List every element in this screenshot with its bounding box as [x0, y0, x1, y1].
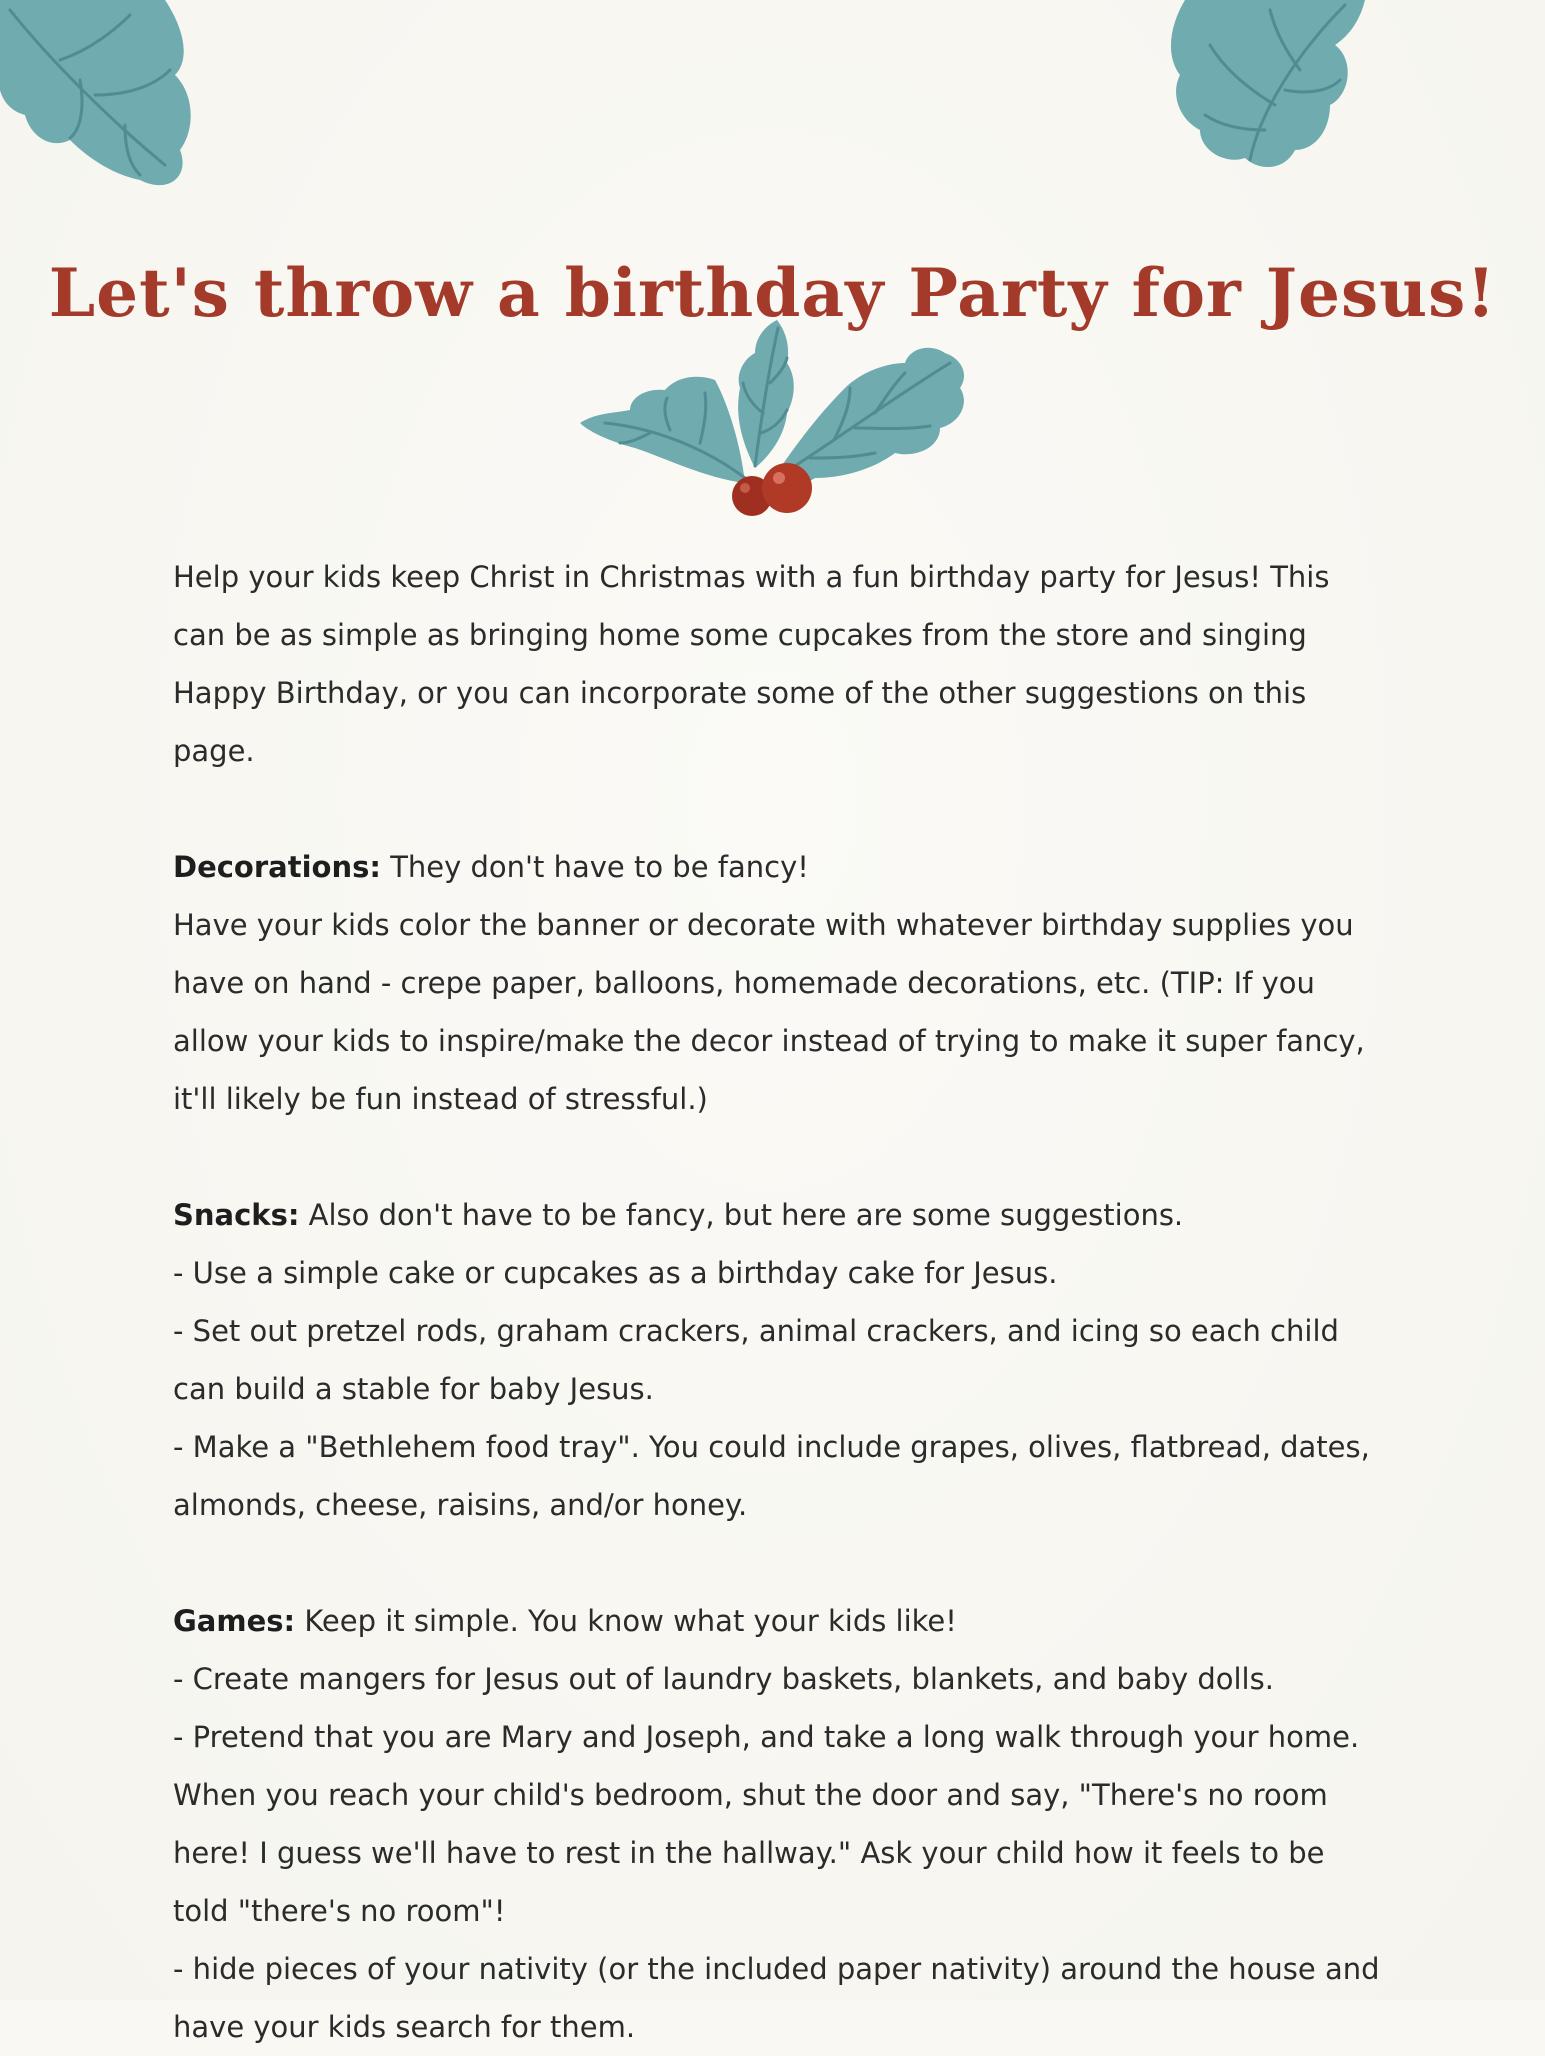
intro-paragraph: Help your kids keep Christ in Christmas with a fun birthday party for Jesus! This can be as simple as bringing home some cupcakes from the store and singing Happy Birthday, or you can incorporate some of the other suggestions on this page.: [173, 560, 1330, 768]
leaf-decoration-icon: [0, 0, 200, 190]
snacks-label: Snacks:: [173, 1198, 300, 1232]
spacer: [173, 1534, 1388, 1592]
snacks-item: - Make a "Bethlehem food tray". You could include grapes, olives, flatbread, dates, almonds, cheese, raisins, and/or honey.: [173, 1430, 1370, 1522]
decorations-summary: [173, 838, 1388, 896]
games-item: - Pretend that you are Mary and Joseph, and take a long walk through your home. When you reach your child's bedroom, shut the door and say, "There's no room here! I guess we'll have to rest in the hallway." Ask your child how it feels to be told "there's no room"!: [173, 1720, 1360, 1928]
decorations-label: Decorations:: [173, 850, 381, 884]
snacks-summary-text: Also don't have to be fancy, but here are some suggestions.: [308, 1198, 1184, 1232]
snacks-item: - Set out pretzel rods, graham crackers, animal crackers, and icing so each child can build a stable for baby Jesus.: [173, 1314, 1339, 1406]
games-item: - hide pieces of your nativity (or the included paper nativity) around the house and have your kids search for them.: [173, 1952, 1380, 2044]
games-item: - Create mangers for Jesus out of laundry baskets, blankets, and baby dolls.: [173, 1662, 1274, 1696]
games-summary: [173, 1592, 1388, 1650]
leaf-decoration-icon: [1170, 0, 1370, 175]
spacer: [173, 1128, 1388, 1186]
games-label: Games:: [173, 1604, 296, 1638]
spacer: [173, 780, 1388, 838]
content-body: [173, 548, 1388, 2056]
snacks-summary: [173, 1186, 1388, 1244]
decorations-body: Have your kids color the banner or decorate with whatever birthday supplies you have on hand - crepe paper, balloons, homemade decorations, etc. (TIP: If you allow your kids to inspire/make the decor instead of trying to make it super fancy, it'll likely be fun instead of stressful.): [173, 908, 1365, 1116]
decorations-summary-text: They don't have to be fancy!: [390, 850, 809, 884]
holly-icon: [575, 318, 970, 523]
snacks-item: - Use a simple cake or cupcakes as a birthday cake for Jesus.: [173, 1256, 1058, 1290]
page-title: Let's throw a birthday Party for Jesus!: [48, 254, 1497, 333]
games-summary-text: Keep it simple. You know what your kids like!: [304, 1604, 957, 1638]
